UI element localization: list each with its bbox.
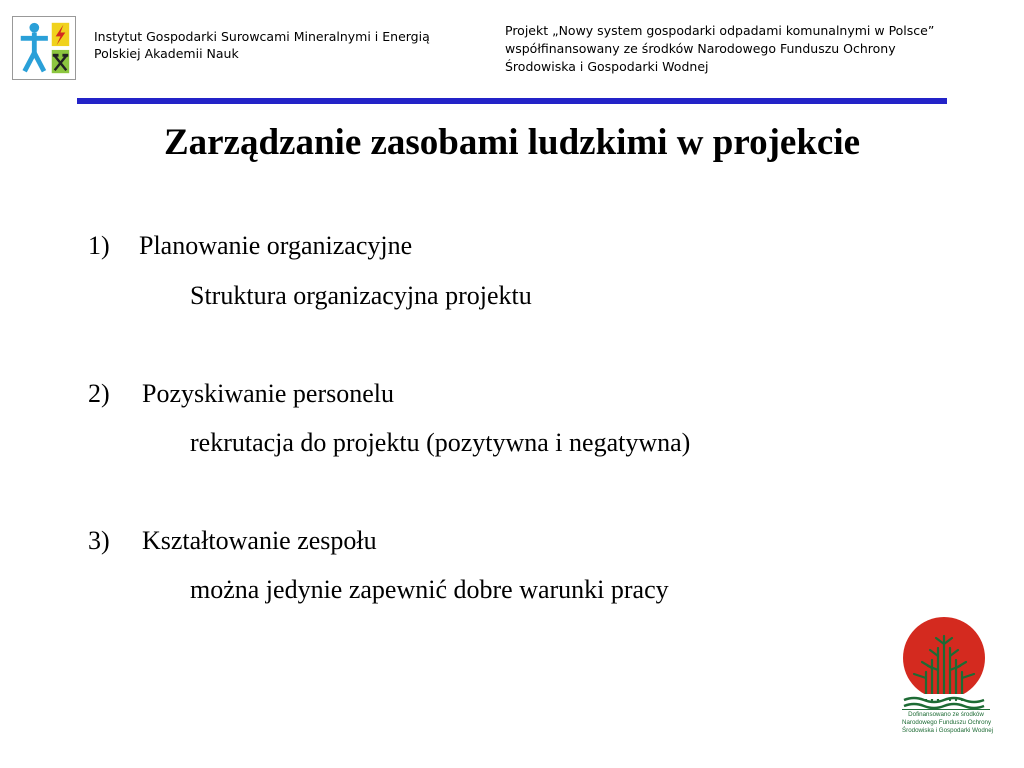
fund-caption-line-3: Środowiska i Gospodarki Wodnej (902, 727, 994, 734)
header-divider (77, 98, 947, 104)
fund-logo-icon (898, 614, 990, 710)
item-2-heading: Pozyskiwanie personelu (142, 379, 395, 408)
institute-name-line-2: Polskiej Akademii Nauk (94, 46, 239, 61)
institute-name (94, 28, 474, 62)
institute-name-line-1: Instytut Gospodarki Surowcami Mineralnymi i Energią (94, 29, 430, 44)
item-1-heading: Planowanie organizacyjne (139, 231, 413, 260)
item-3-heading: Kształtowanie zespołu (142, 526, 377, 555)
project-info (505, 22, 985, 76)
item-1-number: 1) (88, 231, 110, 260)
project-info-line-2: współfinansowany ze środków Narodowego Funduszu Ochrony (505, 41, 896, 56)
item-3-detail: można jedynie zapewnić dobre warunki pracy (190, 575, 669, 604)
fund-logo-caption (902, 709, 994, 735)
institute-logo (12, 16, 76, 80)
project-info-line-1: Projekt „Nowy system gospodarki odpadami komunalnymi w Polsce” (505, 23, 935, 38)
slide-title: Zarządzanie zasobami ludzkimi w projekcie (163, 122, 861, 163)
fund-caption-line-1: Dofinansowano ze środków (908, 711, 984, 718)
project-info-line-3: Środowiska i Gospodarki Wodnej (505, 59, 709, 74)
item-2-detail: rekrutacja do projektu (pozytywna i negatywna) (190, 428, 691, 457)
fund-caption-line-2: Narodowego Funduszu Ochrony (902, 719, 992, 726)
item-1-detail: Struktura organizacyjna projektu (190, 281, 532, 310)
item-3-number: 3) (88, 526, 110, 555)
item-2-number: 2) (88, 379, 110, 408)
institute-logo-icon (13, 17, 75, 79)
